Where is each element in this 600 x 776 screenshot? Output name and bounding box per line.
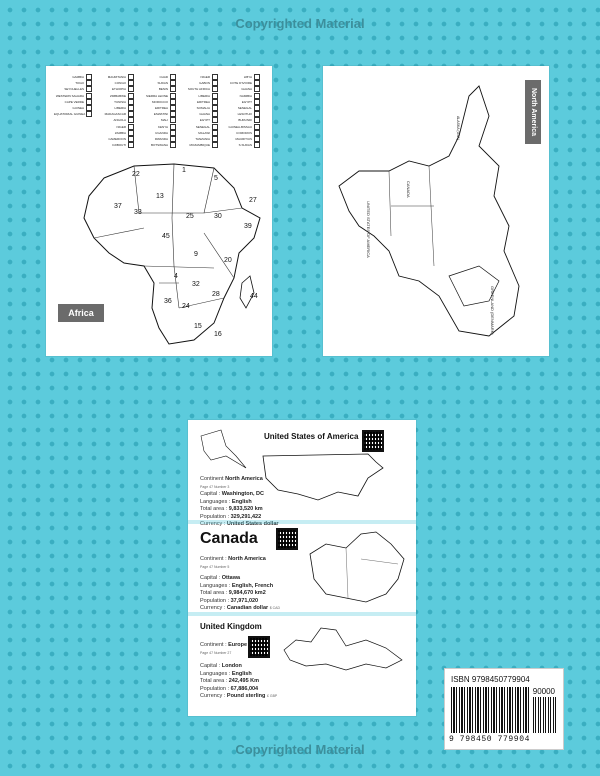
region-number: 30 bbox=[214, 213, 222, 220]
checkbox[interactable] bbox=[86, 74, 92, 80]
checkbox[interactable] bbox=[254, 111, 260, 117]
africa-label: Africa bbox=[58, 304, 104, 322]
usa-capital-key: Capital bbox=[200, 491, 218, 497]
country-name: GUINEA-BISSAU bbox=[228, 124, 252, 129]
country-name: ESWATINI bbox=[153, 112, 168, 117]
country-name: MAURITIUS bbox=[235, 136, 252, 141]
checkbox[interactable] bbox=[86, 80, 92, 86]
isbn-digits: 9 798450 779904 bbox=[449, 735, 531, 744]
usa-population: 329,291,422 bbox=[230, 513, 262, 520]
checkbox[interactable] bbox=[212, 105, 218, 111]
country-name: NIGER bbox=[116, 124, 126, 129]
region-number: 44 bbox=[250, 293, 258, 300]
canada-area: 9,984,670 km2 bbox=[228, 590, 266, 596]
country-name: UGANDA bbox=[155, 130, 168, 135]
country-name: LIBERIA bbox=[114, 106, 126, 111]
canada-population: 37,971,020 bbox=[230, 597, 259, 604]
country-name: BOTSWANA bbox=[150, 143, 168, 148]
canada-continent: North America bbox=[228, 556, 266, 562]
uk-facts bbox=[200, 642, 277, 701]
checkbox[interactable] bbox=[254, 99, 260, 105]
region-number: 24 bbox=[182, 303, 190, 310]
country-name: S.SUDAN bbox=[238, 143, 252, 148]
checkbox[interactable] bbox=[254, 117, 260, 123]
checkbox[interactable] bbox=[212, 124, 218, 130]
region-number: 13 bbox=[156, 193, 164, 200]
checkbox[interactable] bbox=[170, 142, 176, 148]
africa-country-checklist bbox=[54, 74, 264, 154]
region-number: 22 bbox=[132, 171, 140, 178]
isbn-label: ISBN 9798450779904 bbox=[451, 675, 530, 684]
canada-currency-code: $ CAD bbox=[269, 606, 281, 610]
checklist-row bbox=[138, 142, 178, 148]
country-name: BURUNDI bbox=[238, 118, 252, 123]
checkbox[interactable] bbox=[254, 80, 260, 86]
checkbox[interactable] bbox=[170, 117, 176, 123]
checkbox[interactable] bbox=[170, 86, 176, 92]
price-code: 90000 bbox=[532, 687, 555, 696]
checkbox[interactable] bbox=[128, 105, 134, 111]
usa-continent-key: Continent bbox=[200, 476, 224, 482]
country-name: ZIMBABWE bbox=[109, 93, 126, 98]
country-name: EGYPT bbox=[199, 118, 210, 123]
usa-continent: North America bbox=[225, 476, 263, 482]
country-pages-card bbox=[188, 420, 416, 716]
country-name: RWANDA bbox=[154, 136, 168, 141]
country-name: ETHIOPIA bbox=[111, 87, 126, 92]
usa-languages: English bbox=[231, 498, 252, 505]
usa-languages-key: Languages bbox=[200, 498, 228, 505]
country-name: SENEGAL bbox=[195, 124, 210, 129]
checkbox[interactable] bbox=[212, 136, 218, 142]
checkbox[interactable] bbox=[212, 142, 218, 148]
checkbox[interactable] bbox=[212, 80, 218, 86]
checklist-column bbox=[222, 74, 262, 148]
north-america-label: North America bbox=[525, 80, 541, 144]
checklist-column bbox=[96, 74, 136, 148]
usa-currency: United States dollar bbox=[226, 521, 279, 527]
checkbox[interactable] bbox=[254, 93, 260, 99]
uk-continent-key: Continent : bbox=[200, 642, 227, 648]
country-name: LIBYA bbox=[243, 75, 252, 80]
canada-population-key: Population : bbox=[200, 597, 230, 604]
checklist-row bbox=[180, 142, 220, 148]
checkbox[interactable] bbox=[170, 99, 176, 105]
checkbox[interactable] bbox=[86, 105, 92, 111]
checkbox[interactable] bbox=[86, 111, 92, 117]
country-name: TUNISIA bbox=[114, 99, 126, 104]
canada-facts bbox=[200, 556, 280, 613]
checkbox[interactable] bbox=[128, 142, 134, 148]
uk-area-key: Total area : bbox=[200, 678, 228, 684]
checkbox[interactable] bbox=[212, 86, 218, 92]
uk-currency-code: £ GBP bbox=[266, 694, 278, 698]
checkbox[interactable] bbox=[254, 105, 260, 111]
region-number: 28 bbox=[212, 291, 220, 298]
uk-capital-key: Capital : bbox=[200, 663, 221, 669]
country-name: NIGER bbox=[200, 75, 210, 80]
region-number: 37 bbox=[114, 203, 122, 210]
checkbox[interactable] bbox=[128, 93, 134, 99]
country-name: CONGO bbox=[114, 81, 126, 86]
country-name: MAURITANIA bbox=[107, 75, 126, 80]
country-name: ZAMBIA bbox=[114, 130, 126, 135]
checkbox[interactable] bbox=[254, 142, 260, 148]
country-name: SOMALIA bbox=[196, 106, 210, 111]
country-name: MALAWI bbox=[198, 130, 210, 135]
checkbox[interactable] bbox=[254, 136, 260, 142]
checkbox[interactable] bbox=[254, 130, 260, 136]
canada-area-key: Total area : bbox=[200, 590, 228, 596]
checklist-row bbox=[222, 142, 262, 148]
country-name: ERITREA bbox=[196, 99, 210, 104]
country-name: WESTERN SAHARA bbox=[55, 93, 84, 98]
country-name: GABON bbox=[199, 81, 210, 86]
country-name: MOROCCO bbox=[152, 99, 168, 104]
checkbox[interactable] bbox=[170, 74, 176, 80]
uk-capital: London bbox=[221, 663, 242, 669]
usa-currency-key: Currency bbox=[200, 521, 223, 527]
checkbox[interactable] bbox=[86, 99, 92, 105]
watermark-bottom: Copyrighted Material bbox=[235, 742, 365, 757]
checklist-column bbox=[54, 74, 94, 117]
checkbox[interactable] bbox=[170, 111, 176, 117]
uk-currency: Pound sterling bbox=[226, 693, 266, 699]
canada-capital: Ottawa bbox=[221, 575, 241, 581]
country-name: NAMIBIA bbox=[239, 93, 252, 98]
region-number: 36 bbox=[164, 298, 172, 305]
country-name: GHANA bbox=[199, 112, 210, 117]
checkbox[interactable] bbox=[128, 124, 134, 130]
region-number: 45 bbox=[162, 233, 170, 240]
region-number: 16 bbox=[214, 331, 222, 338]
country-name: CHAD bbox=[159, 75, 168, 80]
country-name: TANZANIA bbox=[195, 136, 210, 141]
usa-capital: Washington, DC bbox=[221, 491, 264, 497]
checkbox[interactable] bbox=[170, 93, 176, 99]
canada-qr-code bbox=[276, 528, 298, 550]
country-name: SUDAN bbox=[157, 81, 168, 86]
watermark-top: Copyrighted Material bbox=[235, 16, 365, 31]
uk-meta: Page 47 Number 27 bbox=[200, 650, 232, 655]
north-america-map-card bbox=[323, 66, 549, 356]
country-name: SIERRA LEONE bbox=[145, 93, 168, 98]
checkbox[interactable] bbox=[170, 80, 176, 86]
canada-currency: Canadian dollar bbox=[226, 605, 269, 611]
country-name: CAPE VERDE bbox=[64, 99, 84, 104]
na-canada-label: CANADA bbox=[406, 181, 411, 198]
region-number: 4 bbox=[174, 273, 178, 280]
country-name: LESOTHO bbox=[237, 112, 252, 117]
uk-map bbox=[276, 620, 408, 676]
uk-currency-key: Currency : bbox=[200, 693, 226, 699]
uk-title: United Kingdom bbox=[200, 622, 262, 631]
canada-map bbox=[306, 524, 410, 608]
country-name: MADAGASCAR bbox=[104, 112, 126, 117]
checkbox[interactable] bbox=[128, 74, 134, 80]
country-name: ANGOLA bbox=[113, 118, 126, 123]
country-name: SENEGAL bbox=[237, 106, 252, 111]
uk-population: 67,886,004 bbox=[230, 685, 259, 692]
region-number: 27 bbox=[249, 197, 257, 204]
country-name: KENYA bbox=[158, 124, 168, 129]
page-divider-2 bbox=[188, 612, 416, 616]
country-name: BENIN bbox=[158, 87, 168, 92]
barcode-bars-main bbox=[451, 687, 531, 733]
country-name: MALI bbox=[160, 118, 168, 123]
country-name: MOZAMBIQUE bbox=[189, 143, 210, 148]
usa-facts: Continent North America Page 47 Number 3 Capital : Washington, DC Languages : English Total area : 9,833,520 km Population : 329,291,422 Currency : United States dollar bbox=[200, 476, 279, 527]
canada-languages-key: Languages : bbox=[200, 582, 231, 589]
checklist-row bbox=[96, 142, 136, 148]
checkbox[interactable] bbox=[212, 93, 218, 99]
barcode-bars-addon bbox=[533, 697, 557, 733]
checkbox[interactable] bbox=[254, 74, 260, 80]
checkbox[interactable] bbox=[170, 105, 176, 111]
country-name: SOUTH AFRICA bbox=[187, 87, 210, 92]
country-name: COMOROS bbox=[236, 130, 252, 135]
country-name: GAMBIA bbox=[72, 75, 84, 80]
checkbox[interactable] bbox=[128, 80, 134, 86]
region-number: 25 bbox=[186, 213, 194, 220]
checkbox[interactable] bbox=[212, 111, 218, 117]
checkbox[interactable] bbox=[212, 130, 218, 136]
usa-population-key: Population bbox=[200, 513, 226, 520]
isbn-barcode bbox=[444, 668, 564, 750]
country-name: TOGO bbox=[75, 81, 84, 86]
usa-title: United States of America bbox=[264, 432, 359, 441]
uk-area: 242,495 Km bbox=[228, 678, 260, 684]
country-name: CAMEROON bbox=[108, 136, 126, 141]
uk-languages: English bbox=[231, 670, 252, 677]
checkbox[interactable] bbox=[254, 124, 260, 130]
checkbox[interactable] bbox=[170, 124, 176, 130]
region-number: 20 bbox=[224, 257, 232, 264]
country-name: ERITREA bbox=[154, 106, 168, 111]
na-usa-label: UNITED STATES OF AMERICA bbox=[366, 201, 371, 258]
checklist-row bbox=[54, 111, 94, 117]
checkbox[interactable] bbox=[128, 117, 134, 123]
country-name: EQUATORIAL GUINEA bbox=[54, 112, 86, 117]
canada-currency-key: Currency : bbox=[200, 605, 226, 611]
usa-area: 9,833,520 km bbox=[228, 506, 263, 512]
checkbox[interactable] bbox=[86, 93, 92, 99]
alaska-map bbox=[196, 426, 254, 476]
checkbox[interactable] bbox=[170, 130, 176, 136]
region-number: 5 bbox=[214, 175, 218, 182]
region-number: 39 bbox=[244, 223, 252, 230]
canada-title: Canada bbox=[200, 530, 258, 547]
country-name: DJIBOUTI bbox=[112, 143, 126, 148]
checkbox[interactable] bbox=[128, 130, 134, 136]
checklist-column bbox=[180, 74, 220, 148]
usa-area-key: Total area bbox=[200, 506, 225, 512]
canada-languages: English, French bbox=[231, 582, 274, 589]
north-america-map bbox=[329, 76, 529, 346]
country-name: GUINEA bbox=[72, 106, 84, 111]
checkbox[interactable] bbox=[128, 136, 134, 142]
region-number: 1 bbox=[182, 167, 186, 174]
checkbox[interactable] bbox=[212, 74, 218, 80]
checkbox[interactable] bbox=[128, 86, 134, 92]
region-number: 15 bbox=[194, 323, 202, 330]
checkbox[interactable] bbox=[254, 86, 260, 92]
usa-meta: Page 47 Number 3 bbox=[200, 484, 230, 489]
africa-map-card bbox=[46, 66, 272, 356]
region-number: 9 bbox=[194, 251, 198, 258]
checkbox[interactable] bbox=[170, 136, 176, 142]
na-alaska-label: ALASKA (USA) bbox=[456, 116, 460, 140]
canada-meta: Page 47 Number 5 bbox=[200, 564, 230, 569]
canada-continent-key: Continent : bbox=[200, 556, 227, 562]
uk-continent: Europe bbox=[228, 642, 248, 648]
uk-languages-key: Languages : bbox=[200, 670, 231, 677]
country-name: LIBERIA bbox=[198, 93, 210, 98]
checkbox[interactable] bbox=[212, 117, 218, 123]
checklist-column bbox=[138, 74, 178, 148]
country-name: GHANA bbox=[241, 87, 252, 92]
country-name: EGYPT bbox=[241, 99, 252, 104]
checkbox[interactable] bbox=[212, 99, 218, 105]
region-number: 32 bbox=[192, 281, 200, 288]
checkbox[interactable] bbox=[86, 86, 92, 92]
region-number: 33 bbox=[134, 209, 142, 216]
country-name: SEYCHELLES bbox=[64, 87, 84, 92]
na-greenland-label: GREENLAND (DENMARK) bbox=[490, 286, 495, 335]
uk-population-key: Population : bbox=[200, 685, 230, 692]
country-name: COTE D'IVOIRE bbox=[229, 81, 252, 86]
checkbox[interactable] bbox=[128, 99, 134, 105]
canada-capital-key: Capital : bbox=[200, 575, 221, 581]
checkbox[interactable] bbox=[128, 111, 134, 117]
